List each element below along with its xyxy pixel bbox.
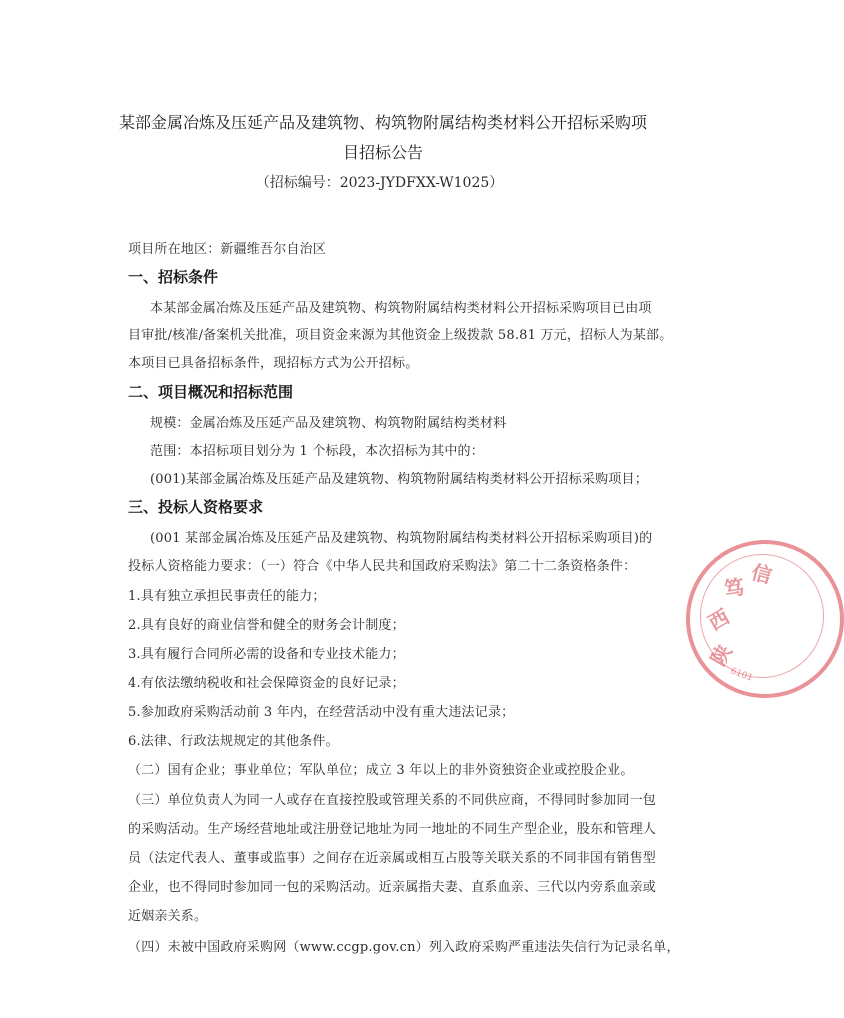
requirement-paragraph-3-line: （三）单位负责人为同一人或存在直接控股或管理关系的不同供应商，不得同时参加同一包 <box>128 793 657 808</box>
section-3-intro-2: 投标人资格能力要求：（一）符合《中华人民共和国政府采购法》第二十二条资格条件： <box>128 559 637 574</box>
requirement-paragraph-2: （二）国有企业；事业单位；军队单位；成立 3 年以上的非外资独资企业或控股企业。 <box>128 763 634 778</box>
section-2-heading: 二、项目概况和招标范围 <box>128 383 294 401</box>
section-1-line-1: 本某部金属冶炼及压延产品及建筑物、构筑物附属结构类材料公开招标采购项目已由项 <box>150 301 652 316</box>
requirement-item: 6.法律、行政法规规定的其他条件。 <box>128 734 339 749</box>
requirement-paragraph-3-line: 近姻亲关系。 <box>128 909 208 924</box>
section-3-heading: 三、投标人资格要求 <box>128 498 264 516</box>
section-1-line-2: 目审批/核准/备案机关批准，项目资金来源为其他资金上级拨款 58.81 万元，招标人为某部。 <box>128 328 673 343</box>
seal-char: 陕 <box>705 640 737 670</box>
seal-char: 西 <box>704 604 734 636</box>
requirement-paragraph-3-line: 的采购活动。生产场经营地址或注册登记地址为同一地址的不同生产型企业，股东和管理人 <box>128 822 657 837</box>
section-1-line-3: 本项目已具备招标条件，现招标方式为公开招标。 <box>128 356 419 371</box>
requirement-paragraph-3-line: 员（法定代表人、董事或监事）之间存在近亲属或相互占股等关联关系的不同非国有销售型 <box>128 851 657 866</box>
seal-number: 6101 <box>728 666 754 684</box>
red-seal-stamp <box>686 540 844 698</box>
section-3-intro-1: (001 某部金属冶炼及压延产品及建筑物、构筑物附属结构类材料公开招标采购项目)的 <box>150 531 653 546</box>
seal-char: 信 <box>748 559 775 589</box>
requirement-paragraph-3-line: 企业，也不得同时参加同一包的采购活动。近亲属指夫妻、直系血亲、三代以内旁系血亲或 <box>128 880 657 895</box>
tender-number: （招标编号：2023-JYDFXX-W1025） <box>255 175 504 191</box>
requirement-item: 4.有依法缴纳税收和社会保障资金的良好记录； <box>128 676 405 691</box>
requirement-item: 1.具有独立承担民事责任的能力； <box>128 589 326 604</box>
seal-char: 笃 <box>722 574 746 602</box>
page-title: 某部金属冶炼及压延产品及建筑物、构筑物附属结构类材料公开招标采购项目招标公告 <box>118 113 647 162</box>
requirement-item: 3.具有履行合同所必需的设备和专业技术能力； <box>128 647 405 662</box>
requirement-item: 2.具有良好的商业信誉和健全的财务会计制度； <box>128 618 405 633</box>
section-2-scale: 规模：金属冶炼及压延产品及建筑物、构筑物附属结构类材料 <box>150 416 507 431</box>
section-1-heading: 一、招标条件 <box>128 268 219 286</box>
section-2-lot: (001)某部金属冶炼及压延产品及建筑物、构筑物附属结构类材料公开招标采购项目； <box>150 472 648 487</box>
requirement-item: 5.参加政府采购活动前 3 年内，在经营活动中没有重大违法记录； <box>128 705 515 720</box>
requirement-paragraph-4: （四）未被中国政府采购网（www.ccgp.gov.cn）列入政府采购严重违法失信行为记录名单， <box>128 940 680 955</box>
section-2-scope: 范围：本招标项目划分为 1 个标段，本次招标为其中的： <box>150 444 484 459</box>
project-location: 项目所在地区：新疆维吾尔自治区 <box>128 242 327 257</box>
